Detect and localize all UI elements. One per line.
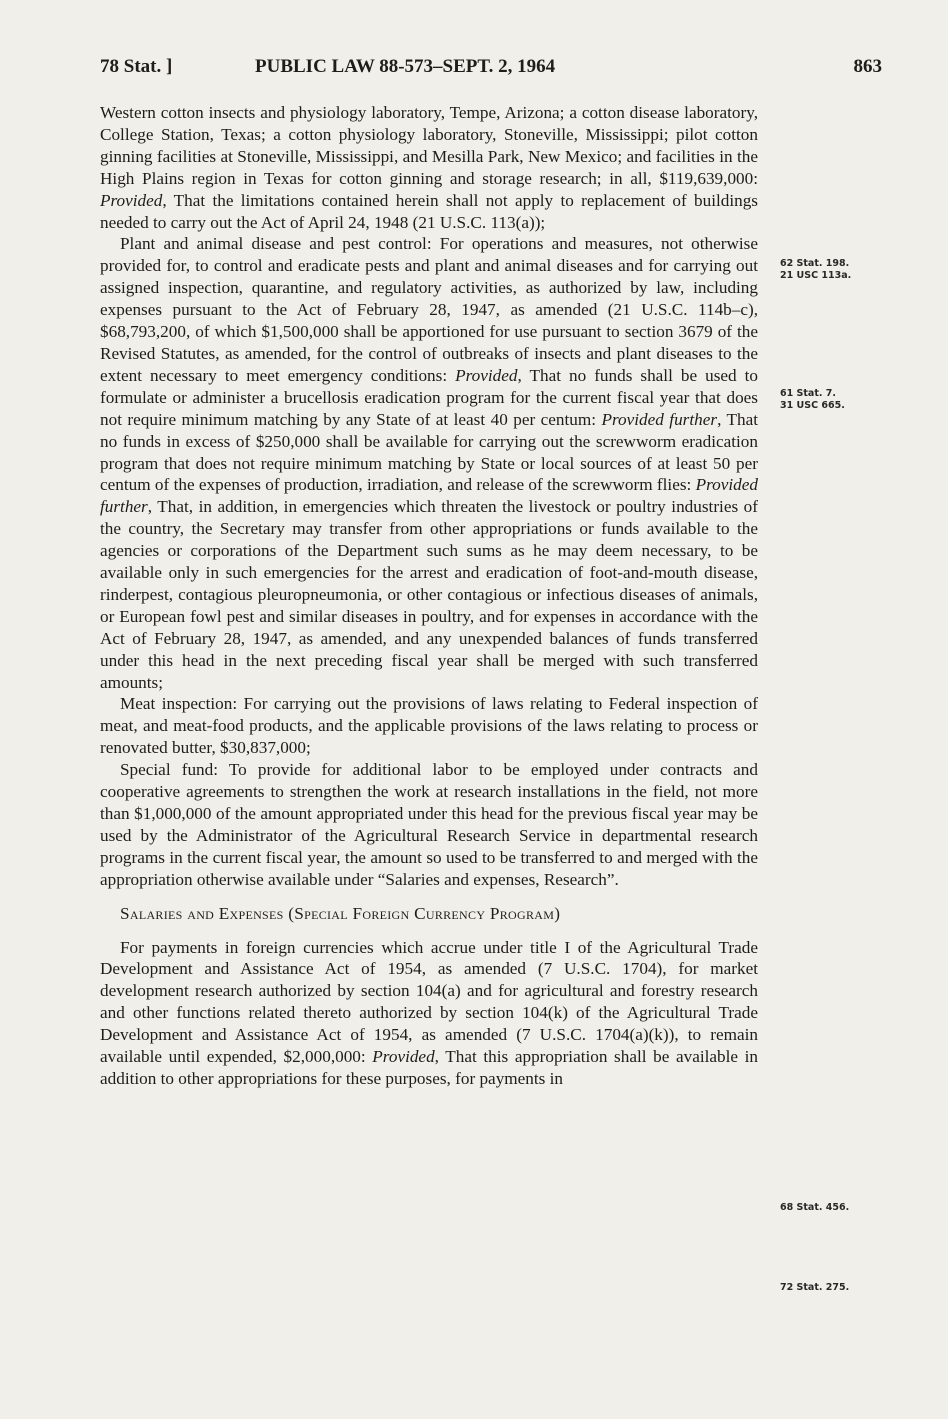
page-header — [100, 56, 882, 86]
running-title: PUBLIC LAW 88-573–SEPT. 2, 1964 — [255, 56, 556, 77]
paragraph-pest-control: Plant and animal disease and pest control: For operations and measures, not otherwise provided for, to control and eradicate pests and plant and animal diseases and for carrying out assigned inspection, quarantine, and regulatory activities, as authorized by law, including expenses pursuant to the Act of February 28, 1947, as amended (21 U.S.C. 114b–c), $68,793,200, of which $1,500,000 shall be apportioned for use pursuant to section 3679 of the Revised Statutes, as amended, for the control of outbreaks of insects and plant diseases to the extent necessary to meet emergency conditions: Provided, That no funds shall be used to formulate or administer a brucellosis eradication program for the current fiscal year that does not require minimum matching by any State of at least 40 per centum: Provided further, That no funds in excess of $250,000 shall be available for carrying out the screwworm eradication program that does not require minimum matching by State or local sources of at least 50 per centum of the expenses of production, irradiation, and release of the screwworm flies: Provided further, That, in addition, in emergencies which threaten the livestock or poultry industries of the country, the Secretary may transfer from other appropriations or funds available to the agencies or corporations of the Department such sums as he may deem necessary, to be available only in such emergencies for the arrest and eradication of foot-and-mouth disease, rinderpest, contagious pleuropneumonia, or other contagious or infectious diseases of animals, or European fowl pest and similar diseases in poultry, and for expenses in accordance with the Act of February 28, 1947, as amended, and any unexpended balances of funds transferred under this head in the next preceding fiscal year shall be merged with such transferred amounts; — [100, 234, 759, 692]
section-heading: Salaries and Expenses (Special Foreign Currency Program) — [120, 903, 561, 923]
margin-citation: 61 Stat. 7. 31 USC 665. — [780, 388, 845, 411]
statute-body — [100, 102, 758, 1090]
paragraph-foreign-currency: For payments in foreign currencies which accrue under title I of the Agricultural Trade Development and Assistance Act of 1954, as amended (7 U.S.C. 1704), for market development research authorized by section 104(a) and for agricultural and forestry research and other functions related thereto authorized by section 104(k) of the Agricultural Trade Development and Assistance Act of 1954, as amended (7 U.S.C. 1704(a)(k)), to remain available until expended, $2,000,000: Provided, That this appropriation shall be available in addition to other appropriations for these purposes, for payments in — [100, 937, 758, 1088]
page-number: 863 — [853, 56, 882, 77]
margin-citation: 72 Stat. 275. — [780, 1282, 850, 1293]
volume-reference: 78 Stat. ] — [100, 56, 173, 77]
provided-emphasis: Provided — [455, 365, 518, 385]
paragraph-special-fund: Special fund: To provide for additional labor to be employed under contracts and cooperative agreements to strengthen the work at research installations in the field, not more than $1,000,000 of the amount appropriated under this head for the previous fiscal year may be used by the Administrator of the Agricultural Research Service in departmental research programs in the current fiscal year, the amount so used to be transferred to and merged with the appropriation otherwise available under “Salaries and expenses, Research”. — [100, 760, 758, 889]
provided-emphasis: Provided — [372, 1047, 435, 1067]
margin-citation: 68 Stat. 456. — [780, 1202, 850, 1213]
provided-emphasis: Provided — [100, 190, 163, 210]
provided-further-emphasis: Provided further — [601, 409, 718, 429]
provided-further-emphasis: Provided further — [100, 475, 758, 517]
paragraph-meat-inspection: Meat inspection: For carrying out the provisions of laws relating to Federal inspection of meat, and meat-food products, and the applicable provisions of the laws relating to process or renovated butter, $30,837,000; — [100, 694, 758, 758]
paragraph-cotton-research: Western cotton insects and physiology laboratory, Tempe, Arizona; a cotton disease laboratory, College Station, Texas; a cotton physiology laboratory, Stoneville, Mississippi; pilot cotton ginning facilities at Stoneville, Mississippi, and Mesilla Park, New Mexico; and facilities in the High Plains region in Texas for cotton ginning and storage research; in all, $119,639,000: Provided, That the limitations contained herein shall not apply to replacement of buildings needed to carry out the Act of April 24, 1948 (21 U.S.C. 113(a)); — [100, 103, 758, 232]
margin-citation: 62 Stat. 198. 21 USC 113a. — [780, 258, 852, 281]
